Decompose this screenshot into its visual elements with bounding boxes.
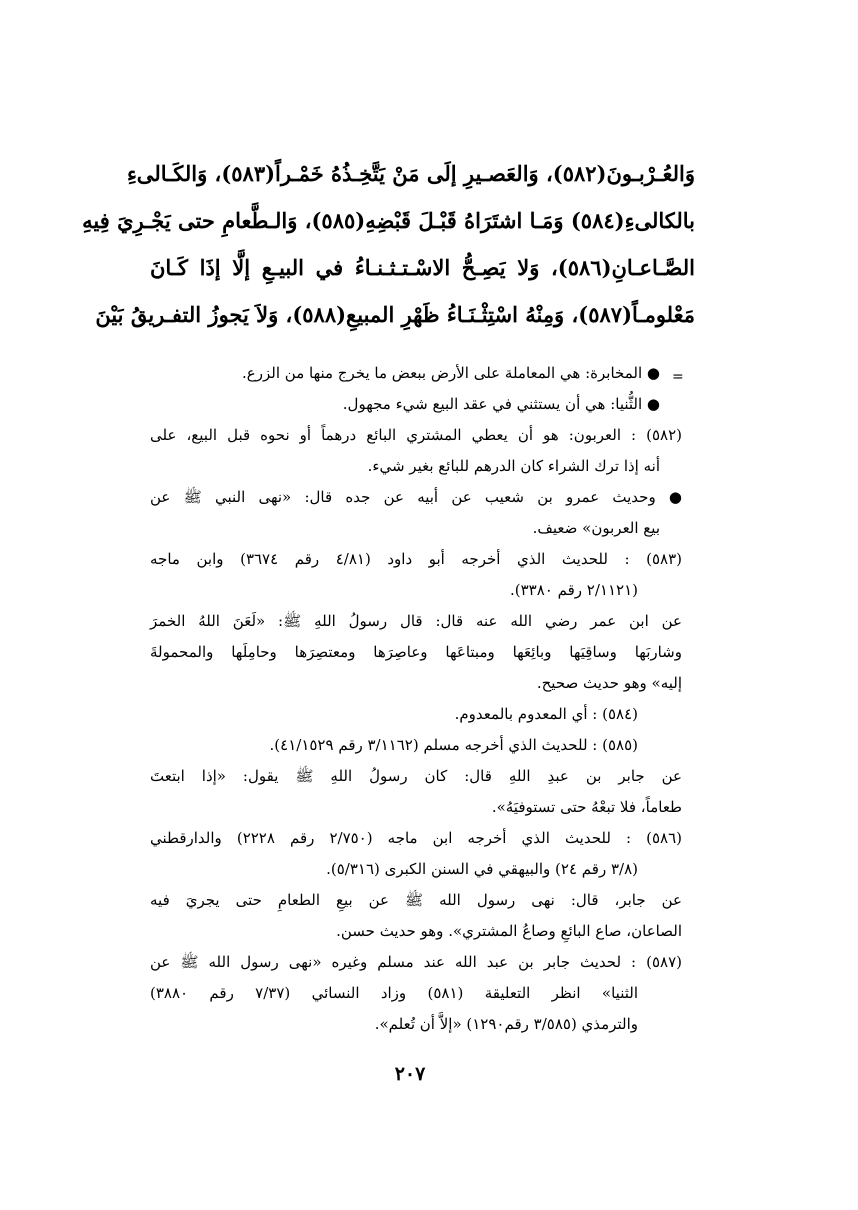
footnote-line: بيع العربون» ضعيف.	[532, 519, 660, 537]
footnote-line: ● وحديث عمرو بن شعيب عن أبيه عن جده قال: «نهى النبي ﷺ عن	[150, 488, 682, 506]
page-number: ٢٠٧	[394, 1063, 426, 1085]
footnote-line: إليه» وهو حديث صحيح.	[536, 674, 682, 692]
footnote-line: والترمذي (٣/٥٨٥ رقم١٢٩٠) «إلاَّ أن تُعلم».	[374, 1015, 638, 1033]
footnotes	[150, 358, 682, 1040]
main-text	[82, 150, 695, 338]
footnote-line: (٢/١١٢١ رقم ٣٣٨٠).	[510, 581, 638, 599]
footnote-line: عن ابن عمر رضي الله عنه قال: قال رسولُ اللهِ ﷺ: «لَعَنَ اللهُ الخمرَ	[150, 612, 682, 630]
footnote-line: (٥٨٣) : للحديث الذي أخرجه أبو داود (٤/٨١ رقم ٣٦٧٤) وابن ماجه	[150, 550, 683, 568]
footnote-line: أنه إذا ترك الشراء كان الدرهم للبائع بغير شيء.	[367, 457, 660, 475]
main-text-line: الصَّـاعـانِ(٥٨٦)، وَلا يَصِـحُّ الاسْـتـثـنـاءُ في البيـعِ إلَّا إذَا كَـانَ	[150, 255, 695, 280]
footnote-line: (٣/٨ رقم ٢٤) والبيهقي في السنن الكبرى (٥/٣١٦).	[326, 860, 638, 878]
footnote-line: طعاماً، فلا تبعْهُ حتى تستوفيَهُ».	[491, 798, 682, 816]
main-text-line: وَالعُـرْبـونَ(٥٨٢)، وَالعَصـيرِ إلَى مَنْ يَتَّخِـذُهُ خَمْـراً(٥٨٣)، وَالكَـالىءِ	[126, 161, 695, 186]
footnote-continuation-marker: =	[672, 369, 684, 385]
footnote-line: ● المخابرة: هي المعاملة على الأرض ببعض ما يخرج منها من الزرع.	[242, 364, 660, 382]
footnote-line: الصاعان، صاع البائعِ وصاعُ المشتري». وهو حديث حسن.	[336, 922, 682, 940]
main-text-line: بالكالىءِ(٥٨٤) وَمَـا اشتَرَاهُ قَبْـلَ قَبْضِهِ(٥٨٥)، وَالـطَّعامِ حتى يَجْـرِيَ فِيهِ	[82, 208, 695, 233]
footnote-line: ● الثُّنيا: هي أن يستثني في عقد البيع شيء مجهول.	[342, 395, 660, 413]
footnote-line: عن جابر، قال: نهى رسول الله ﷺ عن بيعِ الطعامِ حتى يجريَ فيه	[150, 891, 682, 909]
footnote-line: (٥٨٧) : لحديث جابر بن عبد الله عند مسلم وغيره «نهى رسول الله ﷺ عن	[150, 953, 682, 971]
footnote-line: الثنيا» انظر التعليقة (٥٨١) وزاد النسائي (٧/٣٧ رقم ٣٨٨٠)	[150, 984, 638, 1002]
footnote-line: (٥٨٢) : العربون: هو أن يعطي المشتري البائع درهماً أو نحوه قبل البيع، على	[150, 426, 682, 444]
footnote-line: عن جابر بن عبدِ اللهِ قال: كان رسولُ اللهِ ﷺ يقول: «إذا ابتعتَ	[150, 767, 682, 785]
footnote-line: (٥٨٦) : للحديث الذي أخرجه ابن ماجه (٢/٧٥٠ رقم ٢٢٢٨) والدارقطني	[150, 829, 683, 847]
footnote-line: (٥٨٥) : للحديث الذي أخرجه مسلم (٣/١١٦٢ رقم ٤١/١٥٢٩).	[269, 736, 638, 754]
main-text-line: مَعْلومـاً(٥٨٧)، وَمِنْهُ اسْتِثْـنَـاءُ ظَهْرِ المبيعِ(٥٨٨)، وَلاَ يَجوزُ التفـريقُ بَيْنَ	[95, 302, 695, 327]
footnote-line: وشاربَها وساقِيَها وبائِعَها ومبتاعَها وعاصِرَها ومعتصِرَها وحامِلَها والمحمولةَ	[150, 643, 682, 661]
footnote-line: (٥٨٤) : أي المعدوم بالمعدوم.	[454, 705, 638, 723]
